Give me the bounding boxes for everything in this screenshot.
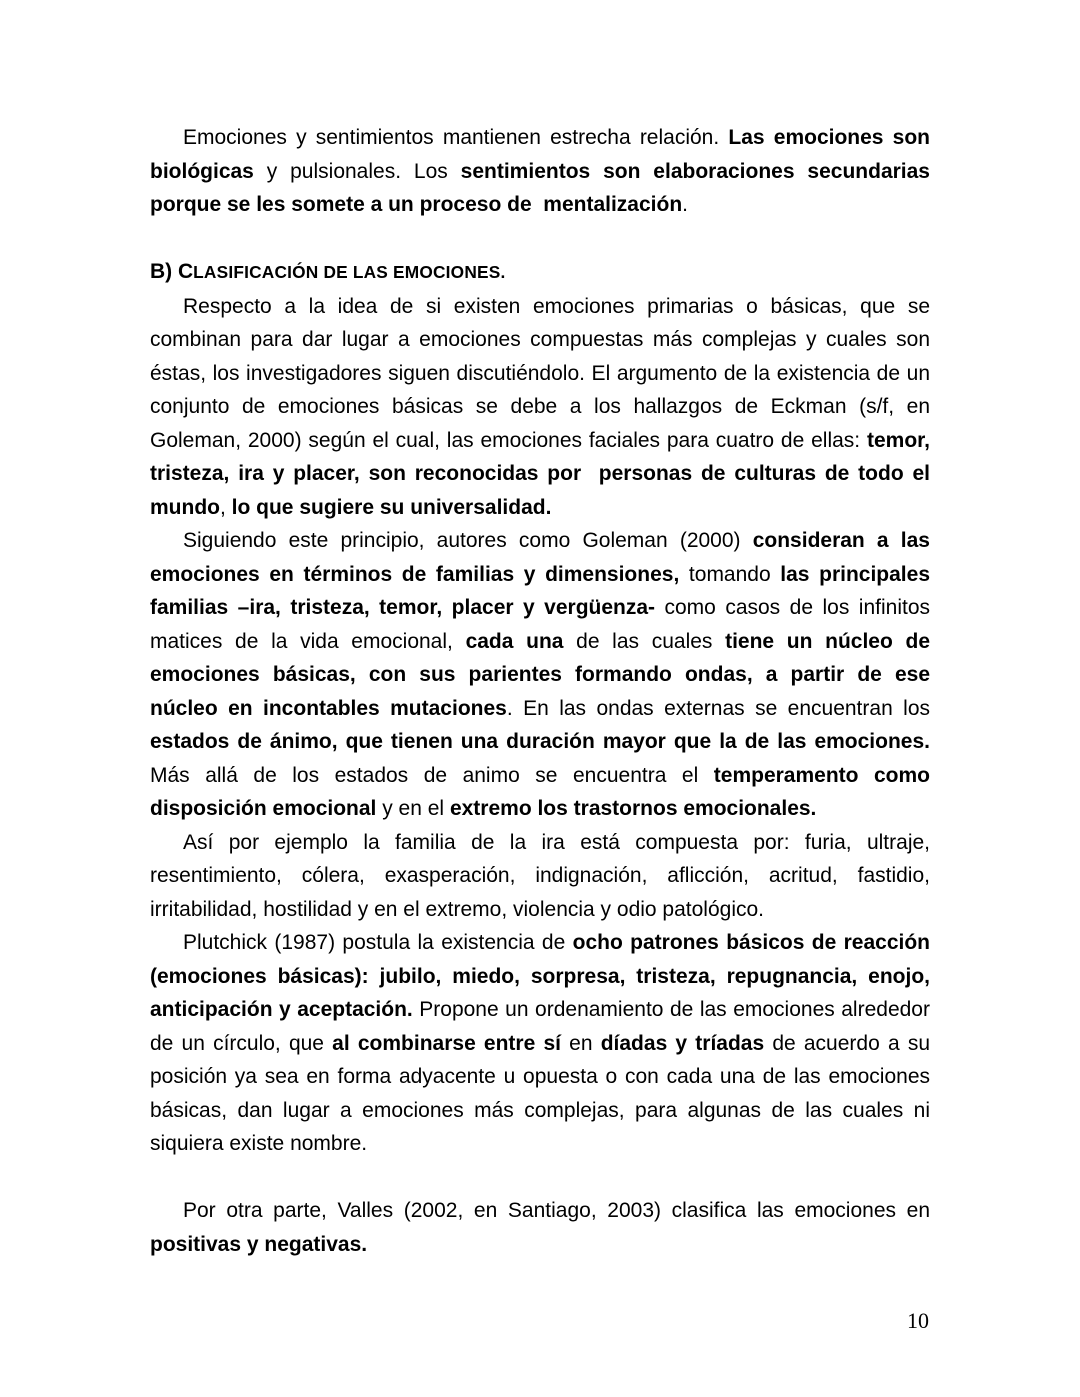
body-paragraph	[150, 1194, 930, 1261]
bold-text-run: positivas y negativas.	[150, 1232, 368, 1256]
bold-text-run: las principales familias –ira, tristeza, temor, placer y vergüenza-	[150, 562, 930, 619]
text-run: Emociones y sentimientos mantienen estrecha relación.	[183, 126, 729, 149]
bold-text-run: al combinarse entre sí	[332, 1031, 561, 1055]
bold-text-run: sentimientos son elaboraciones secundarias porque se les somete a un proceso de mentalización	[150, 159, 930, 216]
text-run: y en el	[376, 797, 450, 820]
bold-text-run: ocho patrones básicos de reacción (emociones básicas): jubilo, miedo, sorpresa, tristeza, repugnancia, enojo, anticipación y aceptación.	[150, 931, 931, 1021]
bold-text-run: LASIFICACIÓN DE LAS EMOCIONES.	[193, 262, 506, 282]
text-run: como casos de los infinitos matices de la vida emocional,	[150, 596, 930, 653]
bold-text-run: Las emociones son biológicas	[150, 126, 930, 183]
body-paragraph	[150, 826, 930, 927]
bold-text-run: consideran a las emociones en términos de familias y dimensiones,	[150, 529, 930, 586]
text-run: Propone un ordenamiento de las emociones alrededor de un círculo, que	[150, 998, 930, 1055]
bold-text-run: estados de ánimo, que tienen una duración mayor que la de las emociones.	[150, 730, 930, 753]
text-run: Por otra parte, Valles (2002, en Santiago, 2003) clasifica las emociones en	[183, 1199, 930, 1222]
document-body	[150, 121, 930, 1261]
page-number: 10	[907, 1308, 929, 1333]
bold-text-run: díadas y tríadas	[600, 1031, 765, 1055]
bold-text-run: temperamento como disposición emocional	[150, 763, 930, 820]
paragraph-spacer	[150, 222, 930, 256]
bold-text-run: tiene un núcleo de emociones básicas, con sus parientes formando ondas, a partir de ese núcleo en incontables mutaciones	[150, 629, 930, 720]
body-paragraph	[150, 926, 930, 1161]
text-run: tomando	[679, 562, 781, 586]
body-paragraph	[150, 121, 930, 222]
bold-text-run: B) C	[150, 260, 194, 283]
bold-text-run: lo que sugiere su universalidad.	[231, 495, 552, 519]
bold-text-run: temor, tristeza, ira y placer, son reconocidas por personas de culturas de todo el mundo	[150, 428, 930, 519]
body-paragraph	[150, 524, 930, 826]
text-run: Siguiendo este principio, autores como Goleman (2000)	[183, 529, 753, 552]
text-run: Plutchick (1987) postula la existencia de	[183, 931, 573, 954]
section-heading	[150, 255, 930, 290]
text-run: Respecto a la idea de si existen emociones primarias o básicas, que se combinan para dar lugar a emociones compuestas más complejas y cuales son éstas, los investigadores siguen discutiéndolo. El argumento de la existencia de un conjunto de emociones básicas se debe a los hallazgos de Eckman (s/f, en Goleman, 2000) según el cual, las emociones faciales para cuatro de ellas:	[150, 294, 930, 452]
bold-text-run: extremo los trastornos emocionales.	[449, 797, 817, 820]
text-run: ,	[219, 495, 232, 519]
text-run: de acuerdo a su posición ya sea en forma adyacente u opuesta o con cada una de las emociones básicas, dan lugar a emociones más complejas, para algunas de las cuales ni siquiera existe nombre.	[150, 1031, 930, 1155]
body-paragraph	[150, 290, 930, 525]
bold-text-run: cada una	[465, 629, 564, 653]
text-run: en	[560, 1031, 601, 1055]
text-run: . En las ondas externas se encuentran los	[506, 696, 931, 720]
text-run: Así por ejemplo la familia de la ira está compuesta por: furia, ultraje, resentimiento, cólera, exasperación, indignación, aflicción, acritud, fastidio, irritabilidad, hostilidad y en el extremo, violencia y odio patológico.	[150, 830, 930, 921]
text-run: y pulsionales. Los	[253, 159, 461, 183]
paragraph-spacer	[150, 1161, 930, 1195]
text-run: Más allá de los estados de animo se encuentra el	[150, 763, 714, 787]
text-run: de las cuales	[563, 629, 726, 653]
text-run: .	[682, 193, 689, 216]
